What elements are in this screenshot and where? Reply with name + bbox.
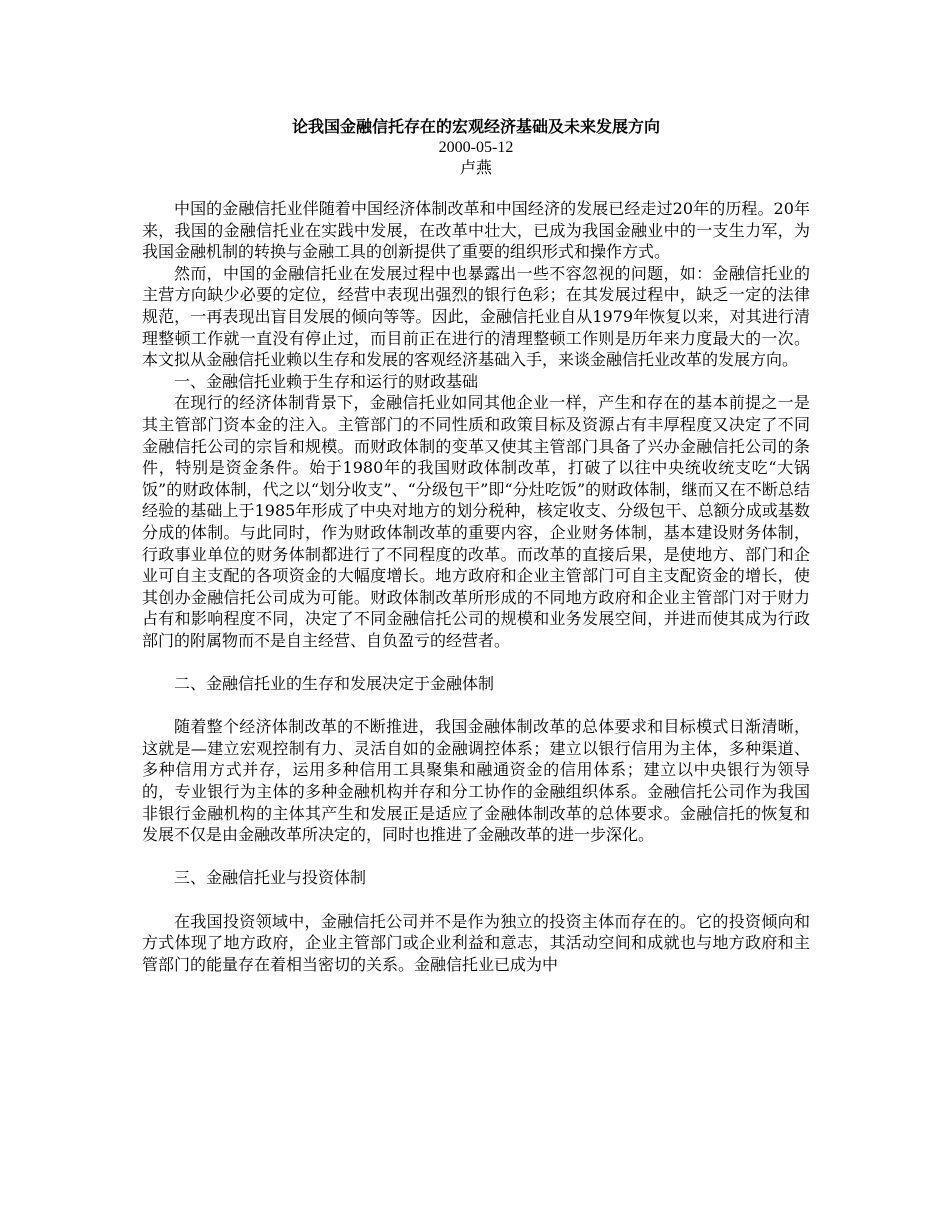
paragraph-financial-system: 随着整个经济体制改革的不断推进，我国金融体制改革的总体要求和目标模式日渐清晰，这就是—建立宏观控制有力、灵活自如的金融调控体系；建立以银行信用为主体，多种渠道、多种信用方式并存，运用多种信用工具聚集和融通资金的信用体系；建立以中央银行为领导的，专业银行为主体的多种金融机构并存和分工协作的金融组织体系。金融信托公司作为我国非银行金融机构的主体其产生和发展正是适应了金融体制改革的总体要求。金融信托的恢复和发展不仅是由金融改革所决定的，同时也推进了金融改革的进一步深化。 [142,717,810,845]
section-heading-1: 一、金融信托业赖于生存和运行的财政基础 [174,371,479,391]
paragraph-investment-system: 在我国投资领域中，金融信托公司并不是作为独立的投资主体而存在的。它的投资倾向和方式体现了地方政府，企业主管部门或企业利益和意志，其活动空间和成就也与地方政府和主管部门的能量存在着相当密切的关系。金融信托业已成为中 [142,911,810,974]
document-author: 卢燕 [459,160,492,177]
document-title: 论我国金融信托存在的宏观经济基础及未来发展方向 [291,117,660,136]
document-header [142,116,810,179]
document-body [142,198,810,975]
document-date: 2000-05-12 [438,139,514,156]
paragraph-problems: 然而，中国的金融信托业在发展过程中也暴露出一些不容忽视的问题，如：金融信托业的主营方向缺少必要的定位，经营中表现出强烈的银行色彩；在其发展过程中，缺乏一定的法律规范，一再表现出盲目发展的倾向等等。因此，金融信托业自从1979年恢复以来，对其进行清理整顿工作就一直没有停止过，而目前正在进行的清理整顿工作则是历年来力度最大的一次。本文拟从金融信托业赖以生存和发展的客观经济基础入手，来谈金融信托业改革的发展方向。 [142,263,810,370]
section-heading-3: 三、金融信托业与投资体制 [174,868,367,888]
section-heading-2: 二、金融信托业的生存和发展决定于金融体制 [174,674,495,694]
paragraph-intro: 中国的金融信托业伴随着中国经济体制改革和中国经济的发展已经走过20年的历程。20年来，我国的金融信托业在实践中发展，在改革中壮大，已成为我国金融业中的一支生力军，为我国金融机制的转换与金融工具的创新提供了重要的组织形式和操作方式。 [142,199,810,262]
paragraph-fiscal-basis: 在现行的经济体制背景下，金融信托业如同其他企业一样，产生和存在的基本前提之一是其主管部门资本金的注入。主管部门的不同性质和政策目标及资源占有丰厚程度又决定了不同金融信托公司的宗旨和规模。而财政体制的变革又使其主管部门具备了兴办金融信托公司的条件，特别是资金条件。始于1980年的我国财政体制改革，打破了以往中央统收统支吃“大锅饭”的财政体制，代之以“划分收支”、“分级包干”即“分灶吃饭”的财政体制，继而又在不断总结经验的基础上于1985年形成了中央对地方的划分税种，核定收支、分级包干、总额分成或基数分成的体制。与此同时，作为财政体制改革的重要内容，企业财务体制，基本建设财务体制，行政事业单位的财务体制都进行了不同程度的改革。而改革的直接后果，是使地方、部门和企业可自主支配的各项资金的大幅度增长。地方政府和企业主管部门可自主支配资金的增长，使其创办金融信托公司成为可能。财政体制改革所形成的不同地方政府和企业主管部门对于财力占有和影响程度不同，决定了不同金融信托公司的规模和业务发展空间，并进而使其成为行政部门的附属物而不是自主经营、自负盈亏的经营者。 [142,393,810,650]
